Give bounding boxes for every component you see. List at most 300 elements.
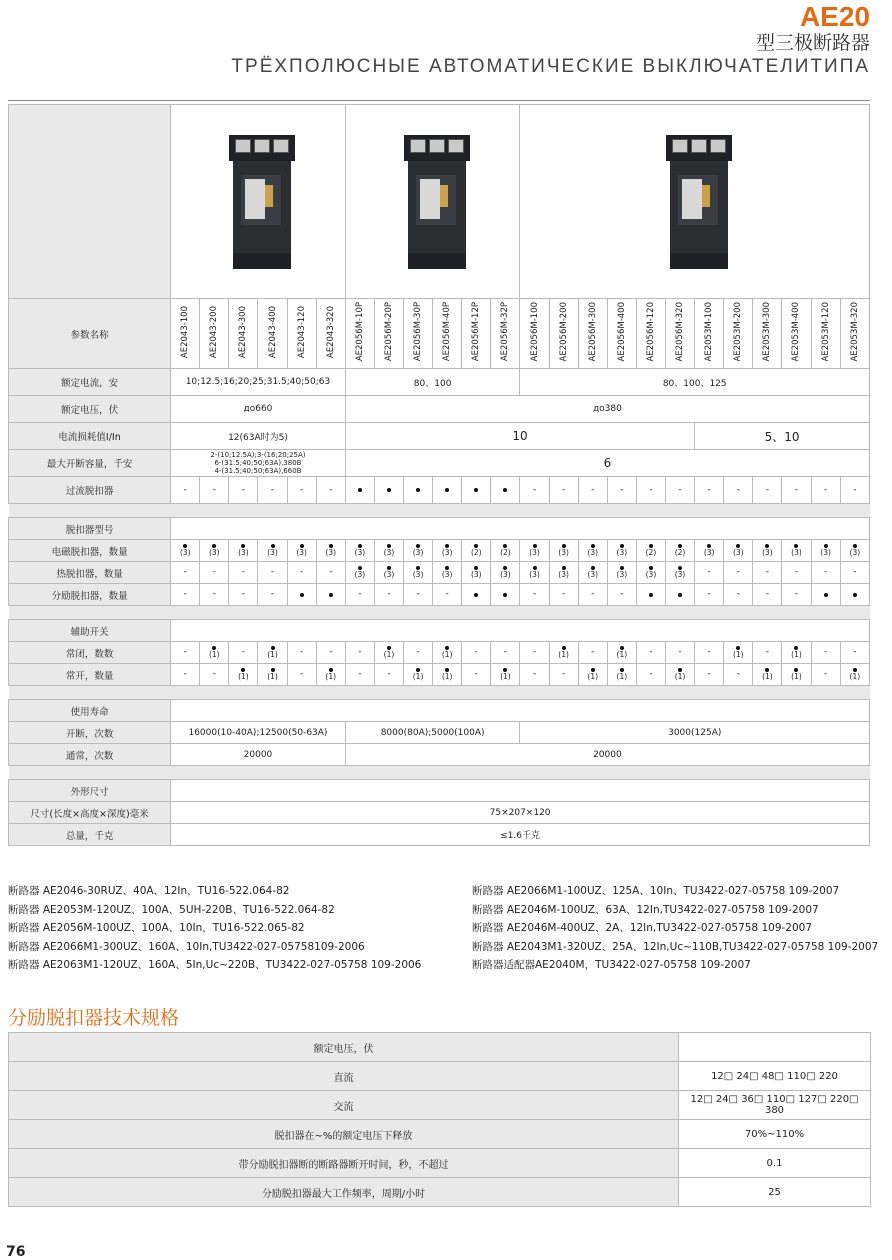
- breaker-image: [227, 135, 289, 269]
- notes-right: [472, 882, 878, 975]
- shunt-spec-label: 直流: [9, 1062, 679, 1091]
- nc-cell: [171, 642, 200, 664]
- shunt-cell: [433, 584, 462, 606]
- aux-switch-empty: [171, 620, 870, 642]
- note-line: 断路器 AE2053M-120UZ、100A、5UH-220B、TU16-522.064-82: [8, 903, 335, 916]
- electromagnetic-cell: [200, 540, 229, 562]
- normal-cycles-label: 通常，次数: [9, 744, 171, 766]
- overcurrent-cell: [229, 477, 258, 504]
- model-cell: [811, 299, 840, 369]
- normal-g1: 20000: [171, 744, 346, 766]
- model-cell: [636, 299, 665, 369]
- bullet-icon: [503, 593, 507, 597]
- overcurrent-cell: [811, 477, 840, 504]
- thermal-cell: [636, 562, 665, 584]
- shunt-spec-value: 12□ 24□ 48□ 110□ 220: [679, 1062, 871, 1091]
- shunt-spec-row: [9, 1178, 871, 1207]
- thermal-cell: [782, 562, 811, 584]
- dash-mark: -: [561, 484, 566, 495]
- dash-mark: -: [707, 484, 711, 495]
- nc-cell: [840, 642, 869, 664]
- dash-mark: -: [678, 484, 682, 495]
- nc-cell: [374, 642, 403, 664]
- count-label: (1): [412, 672, 424, 681]
- dash-mark: -: [736, 567, 740, 577]
- no-cell: [666, 664, 695, 686]
- overcurrent-cell: [695, 477, 724, 504]
- nc-cell: [316, 642, 345, 664]
- model-name: AE2053M-200: [733, 302, 744, 362]
- nc-cell: [433, 642, 462, 664]
- dash-mark: -: [183, 567, 187, 577]
- nc-cell: [520, 642, 549, 664]
- breaker-image: [664, 135, 726, 269]
- release-type-empty: [171, 518, 870, 540]
- current-loss-g2: 10: [345, 423, 694, 450]
- no-cell: [287, 664, 316, 686]
- no-cell: [578, 664, 607, 686]
- normally-closed-label: 常闭，数数: [9, 642, 171, 664]
- model-cell: [607, 299, 636, 369]
- shunt-cell: [316, 584, 345, 606]
- overcurrent-cell: [520, 477, 549, 504]
- shunt-cell: [578, 584, 607, 606]
- breaking-capacity-g2: 6: [345, 450, 869, 477]
- count-label: (3): [558, 570, 569, 579]
- model-name: AE2056M-300: [587, 302, 598, 362]
- model-cell: [753, 299, 782, 369]
- electromagnetic-cell: [549, 540, 578, 562]
- note-line: 断路器 AE2046-30RUZ、40A、12In，TU16-522.064-82: [8, 885, 290, 897]
- dash-mark: -: [329, 647, 333, 657]
- notes-left: [8, 882, 421, 975]
- bullet-icon: [416, 488, 420, 492]
- nc-cell: [229, 642, 258, 664]
- bullet-icon: [474, 488, 478, 492]
- shunt-cell: [753, 584, 782, 606]
- dash-mark: -: [212, 589, 216, 599]
- electromagnetic-cell: [433, 540, 462, 562]
- model-cell: [316, 299, 345, 369]
- dash-mark: -: [853, 484, 857, 495]
- dash-mark: -: [853, 567, 857, 577]
- count-label: (3): [500, 570, 511, 579]
- bullet-icon: [358, 488, 362, 492]
- service-life-label: 使用寿命: [9, 700, 171, 722]
- rated-voltage-g1: до660: [171, 396, 346, 423]
- product-image-ae2043: [171, 105, 346, 299]
- model-title: AE20: [799, 1, 870, 32]
- count-label: (3): [412, 570, 424, 579]
- nc-cell: [287, 642, 316, 664]
- dash-mark: -: [270, 567, 275, 577]
- model-cell: [433, 299, 462, 369]
- electromagnetic-cell: [229, 540, 258, 562]
- count-label: (3): [558, 548, 569, 557]
- no-cell: [345, 664, 374, 686]
- count-label: (3): [732, 548, 744, 557]
- dash-mark: -: [503, 647, 508, 657]
- breaking-line-1: 2-(10;12.5A);3-(16;20;25A): [210, 451, 306, 459]
- nc-cell: [462, 642, 491, 664]
- spacer-row: [9, 504, 870, 518]
- count-label: (1): [849, 672, 861, 681]
- electromagnetic-cell: [491, 540, 520, 562]
- dash-mark: -: [241, 484, 246, 495]
- dash-mark: -: [561, 589, 566, 599]
- shunt-spec-label: 额定电压，伏: [9, 1033, 679, 1062]
- dash-mark: -: [532, 589, 537, 599]
- shunt-cell: [636, 584, 665, 606]
- model-cell: [491, 299, 520, 369]
- dash-mark: -: [794, 567, 799, 577]
- model-name: AE2043-120: [296, 305, 307, 359]
- nc-cell: [200, 642, 229, 664]
- model-name: AE2056M-400: [616, 302, 627, 362]
- no-cell: [724, 664, 753, 686]
- electromagnetic-cell: [607, 540, 636, 562]
- model-name: AE2043-300: [238, 305, 249, 359]
- dash-mark: -: [183, 647, 187, 657]
- thermal-cell: [462, 562, 491, 584]
- overcurrent-cell: [316, 477, 345, 504]
- rated-current-label: 额定电流，安: [9, 369, 171, 396]
- param-name-label: 参数名称: [9, 299, 171, 369]
- no-cell: [811, 664, 840, 686]
- note-line: 断路器 AE2063M1-120UZ、160A、5In,Uc~220B、TU3422-027-05758 109-2006: [8, 959, 422, 971]
- model-name: AE2043-100: [180, 305, 191, 359]
- overcurrent-cell: [782, 477, 811, 504]
- thermal-cell: [811, 562, 840, 584]
- shunt-spec-row: [9, 1149, 871, 1178]
- no-cell: [607, 664, 636, 686]
- electromagnetic-cell: [636, 540, 665, 562]
- shunt-spec-row: [9, 1062, 871, 1091]
- overcurrent-cell: [258, 477, 287, 504]
- model-name: AE2056M-320: [675, 302, 686, 362]
- bullet-icon: [649, 593, 653, 597]
- count-label: (3): [529, 548, 540, 557]
- shunt-cell: [666, 584, 695, 606]
- shunt-cell: [287, 584, 316, 606]
- shunt-spec-row: [9, 1120, 871, 1149]
- count-label: (1): [325, 672, 337, 681]
- model-cell: [287, 299, 316, 369]
- thermal-cell: [200, 562, 229, 584]
- shunt-cell: [404, 584, 433, 606]
- model-cell: [840, 299, 869, 369]
- count-label: (1): [441, 672, 453, 681]
- thermal-cell: [316, 562, 345, 584]
- dash-mark: -: [300, 484, 304, 495]
- count-label: (3): [354, 570, 366, 579]
- count-label: (3): [179, 548, 191, 557]
- spacer-row: [9, 766, 870, 780]
- count-label: (2): [674, 548, 686, 557]
- dash-mark: -: [416, 589, 420, 599]
- thermal-cell: [171, 562, 200, 584]
- shunt-cell: [171, 584, 200, 606]
- model-name: AE2053M-120: [820, 302, 831, 362]
- note-line: 断路器 AE2066M1-300UZ、160A、10In,TU3422-027-05758109-2006: [8, 940, 365, 953]
- dash-mark: -: [823, 484, 828, 495]
- shunt-spec-row: [9, 1091, 871, 1120]
- model-cell: [782, 299, 811, 369]
- thermal-cell: [578, 562, 607, 584]
- count-label: (1): [208, 650, 220, 659]
- nc-cell: [724, 642, 753, 664]
- count-label: (1): [500, 672, 511, 681]
- dash-mark: -: [649, 484, 653, 495]
- overcurrent-cell: [433, 477, 462, 504]
- model-name: AE2056M-40P: [442, 302, 453, 362]
- model-cell: [229, 299, 258, 369]
- dash-mark: -: [183, 589, 187, 599]
- no-cell: [753, 664, 782, 686]
- model-name: AE2056M-30P: [413, 302, 424, 362]
- no-cell: [404, 664, 433, 686]
- dash-mark: -: [445, 589, 449, 599]
- shunt-spec-label: 交流: [9, 1091, 679, 1120]
- dash-mark: -: [823, 567, 828, 577]
- nc-cell: [258, 642, 287, 664]
- note-line: 断路器 AE2046M-400UZ、2A、12In,TU3422-027-05758 109-2007: [472, 922, 813, 934]
- count-label: (3): [354, 548, 366, 557]
- title-russian: ТРЁХПОЛЮСНЫЕ АВТОМАТИЧЕСКИЕ ВЫКЛЮЧАТЕЛИТИПА: [231, 56, 870, 77]
- model-name: AE2043-320: [325, 305, 336, 359]
- bullet-icon: [300, 593, 304, 597]
- count-label: (3): [849, 548, 861, 557]
- count-label: (1): [791, 672, 802, 681]
- normally-open-label: 常开，数量: [9, 664, 171, 686]
- dash-mark: -: [736, 589, 740, 599]
- bullet-icon: [387, 488, 391, 492]
- count-label: (3): [238, 548, 249, 557]
- dash-mark: -: [591, 589, 595, 599]
- electromagnetic-cell: [462, 540, 491, 562]
- shunt-spec-value: 70%~110%: [679, 1120, 871, 1149]
- model-name: AE2053M-320: [849, 302, 860, 362]
- model-name: AE2056M-200: [558, 302, 569, 362]
- overcurrent-cell: [724, 477, 753, 504]
- size-label: 尺寸(长度×高度×深度)毫米: [9, 802, 171, 824]
- dash-mark: -: [416, 647, 420, 657]
- shunt-spec-label: 分励脱扣器最大工作频率，周期/小时: [9, 1178, 679, 1207]
- dash-mark: -: [620, 589, 624, 599]
- count-label: (3): [383, 548, 395, 557]
- shunt-cell: [345, 584, 374, 606]
- count-label: (1): [238, 672, 249, 681]
- dash-mark: -: [794, 484, 799, 495]
- bullet-icon: [329, 593, 333, 597]
- count-label: (1): [616, 650, 628, 659]
- model-cell: [404, 299, 433, 369]
- model-name: AE2053M-100: [704, 302, 715, 362]
- overcurrent-cell: [578, 477, 607, 504]
- overcurrent-cell: [840, 477, 869, 504]
- normal-g2: 20000: [345, 744, 869, 766]
- thermal-cell: [433, 562, 462, 584]
- switching-g3: 3000(125A): [520, 722, 870, 744]
- electromagnetic-cell: [374, 540, 403, 562]
- nc-cell: [753, 642, 782, 664]
- release-type-label: 脱扣器型号: [9, 518, 171, 540]
- note-line: 断路器 AE2056M-100UZ、100A、10In，TU16-522.065-82: [8, 922, 305, 934]
- model-name: AE2056M-10P: [354, 302, 365, 362]
- thermal-cell: [491, 562, 520, 584]
- title-chinese: 型三极断路器: [755, 32, 870, 54]
- model-name: AE2056M-32P: [500, 302, 511, 362]
- dash-mark: -: [329, 484, 333, 495]
- model-name: AE2043-200: [209, 305, 220, 359]
- no-cell: [549, 664, 578, 686]
- nc-cell: [782, 642, 811, 664]
- overcurrent-cell: [374, 477, 403, 504]
- bullet-icon: [445, 488, 449, 492]
- no-cell: [316, 664, 345, 686]
- overcurrent-cell: [462, 477, 491, 504]
- count-label: (1): [267, 650, 278, 659]
- model-cell: [666, 299, 695, 369]
- count-label: (1): [441, 650, 453, 659]
- thermal-cell: [695, 562, 724, 584]
- thermal-cell: [753, 562, 782, 584]
- dash-mark: -: [765, 647, 769, 657]
- shunt-section-title: 分励脱扣器技术规格: [8, 1007, 180, 1029]
- switching-g2: 8000(80A);5000(100A): [345, 722, 520, 744]
- no-cell: [171, 664, 200, 686]
- no-cell: [840, 664, 869, 686]
- weight-label: 总量，千克: [9, 824, 171, 846]
- dash-mark: -: [358, 589, 362, 599]
- thermal-cell: [549, 562, 578, 584]
- note-line: 断路器 AE2046M-100UZ、63A、12In,TU3422-027-05758 109-2007: [472, 903, 819, 916]
- electromagnetic-cell: [258, 540, 287, 562]
- count-label: (3): [470, 570, 482, 579]
- shunt-spec-label: 脱扣器在~%的额定电压下释放: [9, 1120, 679, 1149]
- dash-mark: -: [300, 567, 304, 577]
- count-label: (1): [267, 672, 278, 681]
- shunt-spec-value: [679, 1033, 871, 1062]
- thermal-cell: [229, 562, 258, 584]
- no-cell: [374, 664, 403, 686]
- dash-mark: -: [241, 647, 246, 657]
- dimensions-empty: [171, 780, 870, 802]
- no-cell: [433, 664, 462, 686]
- thermal-cell: [724, 562, 753, 584]
- electromagnetic-cell: [345, 540, 374, 562]
- weight-value: ≤1.6千克: [171, 824, 870, 846]
- overcurrent-cell: [636, 477, 665, 504]
- count-label: (1): [762, 672, 773, 681]
- nc-cell: [491, 642, 520, 664]
- rated-current-g3: 80、100、125: [520, 369, 870, 396]
- current-loss-g1: 12(63A时为5): [171, 423, 346, 450]
- count-label: (2): [645, 548, 657, 557]
- overcurrent-cell: [287, 477, 316, 504]
- no-cell: [200, 664, 229, 686]
- dash-mark: -: [736, 669, 740, 679]
- shunt-spec-row: [9, 1033, 871, 1062]
- image-label-cell: [9, 105, 171, 299]
- count-label: (3): [208, 548, 220, 557]
- dash-mark: -: [649, 647, 653, 657]
- dash-mark: -: [765, 567, 769, 577]
- overcurrent-cell: [666, 477, 695, 504]
- count-label: (3): [529, 570, 540, 579]
- header-divider: [8, 100, 870, 101]
- spacer-row: [9, 606, 870, 620]
- count-label: (1): [383, 650, 395, 659]
- overcurrent-label: 过流脱扣器: [9, 477, 171, 504]
- page-number: 76: [6, 1244, 26, 1260]
- switching-cycles-label: 开断，次数: [9, 722, 171, 744]
- count-label: (3): [267, 548, 278, 557]
- nc-cell: [607, 642, 636, 664]
- breaking-line-2: 6-(31.5;40;50;63A),380B: [214, 459, 302, 467]
- dash-mark: -: [300, 647, 304, 657]
- electromagnetic-cell: [578, 540, 607, 562]
- no-cell: [258, 664, 287, 686]
- dash-mark: -: [561, 669, 566, 679]
- nc-cell: [636, 642, 665, 664]
- size-value: 75×207×120: [171, 802, 870, 824]
- dash-mark: -: [387, 589, 391, 599]
- nc-cell: [345, 642, 374, 664]
- dash-mark: -: [707, 647, 711, 657]
- count-label: (3): [616, 570, 628, 579]
- dash-mark: -: [474, 669, 478, 679]
- rated-current-g2: 80、100: [345, 369, 520, 396]
- nc-cell: [666, 642, 695, 664]
- dash-mark: -: [241, 589, 246, 599]
- model-cell: [258, 299, 287, 369]
- shunt-cell: [374, 584, 403, 606]
- shunt-cell: [462, 584, 491, 606]
- dash-mark: -: [241, 567, 246, 577]
- no-cell: [695, 664, 724, 686]
- overcurrent-cell: [549, 477, 578, 504]
- bullet-icon: [503, 488, 507, 492]
- count-label: (1): [558, 650, 569, 659]
- count-label: (2): [470, 548, 482, 557]
- overcurrent-cell: [404, 477, 433, 504]
- electromagnetic-cell: [316, 540, 345, 562]
- overcurrent-cell: [607, 477, 636, 504]
- no-cell: [229, 664, 258, 686]
- nc-cell: [811, 642, 840, 664]
- dash-mark: -: [649, 669, 653, 679]
- model-cell: [462, 299, 491, 369]
- electromagnetic-cell: [666, 540, 695, 562]
- spacer-row: [9, 686, 870, 700]
- thermal-cell: [404, 562, 433, 584]
- shunt-cell: [491, 584, 520, 606]
- thermal-cell: [287, 562, 316, 584]
- count-label: (3): [383, 570, 395, 579]
- electromagnetic-cell: [811, 540, 840, 562]
- dash-mark: -: [707, 567, 711, 577]
- dash-mark: -: [212, 567, 216, 577]
- note-line: 断路器适配器AE2040M，TU3422-027-05758 109-2007: [472, 959, 751, 971]
- note-line: 断路器 AE2043M1-320UZ、25A、12In,Uc~110B,TU3422-027-05758 109-2007: [472, 940, 879, 953]
- model-cell: [345, 299, 374, 369]
- product-image-ae2056m-p: [345, 105, 520, 299]
- electromagnetic-cell: [724, 540, 753, 562]
- count-label: (1): [732, 650, 744, 659]
- bullet-icon: [853, 593, 857, 597]
- dash-mark: -: [358, 669, 362, 679]
